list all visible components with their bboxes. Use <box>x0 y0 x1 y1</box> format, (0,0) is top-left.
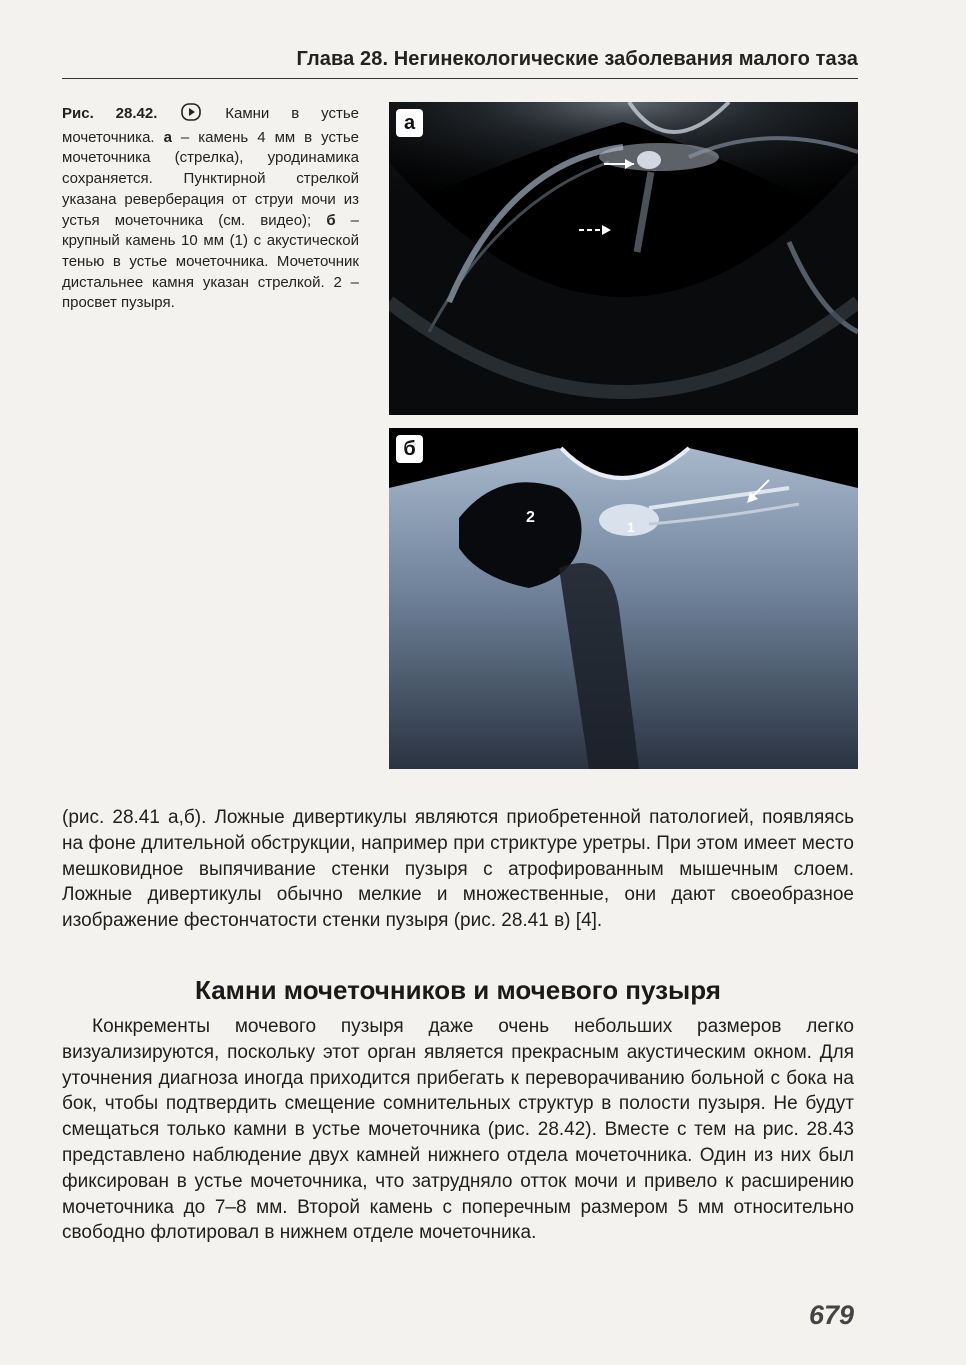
ultrasound-image-b <box>389 428 858 769</box>
paragraph-1: (рис. 28.41 а,б). Ложные дивертикулы являются приобретенной патологией, появляясь на фоне длительной обструкции, например при стриктуре уретры. При этом имеет место мешковидное выпячивание стенки пузыря с атрофированным мышечным слоем. Ложные дивертикулы обычно мелкие и множественные, они дают своеобразное изображение фестончатости стенки пузыря (рис. 28.41 в) [4]. <box>62 807 854 932</box>
figure-caption <box>62 103 359 314</box>
chapter-title: Глава 28. Негинекологические заболевания малого таза <box>296 48 858 70</box>
section-title: Камни мочеточников и мочевого пузыря <box>195 975 721 1005</box>
caption-intro: Камни в устье мочеточника. <box>62 105 359 146</box>
paragraph-2: Конкременты мочевого пузыря даже очень небольших размеров легко визуализируются, поскольку этот орган является прекрасным акустическим окном. Для уточнения диагноза иногда приходится прибегать к переворачиванию больной с бока на бок, чтобы подтвердить смещение сомнительных структур в полости пузыря. Не будут смещаться только камни в устье мочеточника (рис. 28.42). Вместе с тем на рис. 28.43 представлено наблюдение двух камней нижнего отдела мочеточника. Один из них был фиксирован в устье мочеточника, что затрудняло отток мочи и привело к расширению мочеточника до 7–8 мм. Второй камень с поперечным размером 5 мм относительно свободно флотировал в нижнем отделе мочеточника. <box>62 1016 854 1244</box>
panel-b-label: б <box>396 435 423 463</box>
caption-label-b: б <box>326 211 336 229</box>
marker-2-bladder-lumen: 2 <box>526 509 535 526</box>
ultrasound-panel-a <box>389 102 858 415</box>
caption-text-b: – крупный камень 10 мм (1) с акустической тенью в устье мочеточника. Мочеточник дистальнее камня указан стрелкой. 2 – просвет пузыря. <box>62 211 360 312</box>
panel-a-label: а <box>396 109 423 137</box>
running-header <box>62 40 858 79</box>
ultrasound-image-a <box>389 102 858 415</box>
page-number: 679 <box>808 1300 854 1330</box>
caption-text-a: – камень 4 мм в устье мочеточника (стрелка), уродинамика сохраняется. Пунктирной стрелкой указана реверберация от струи мочи из устья мочеточника (см. видео); <box>62 128 360 229</box>
ultrasound-panel-b <box>389 428 858 769</box>
caption-label-a: а <box>163 128 172 146</box>
marker-1-stone: 1 <box>627 519 635 535</box>
video-play-icon[interactable] <box>181 103 201 128</box>
figure-ref: Рис. 28.42. <box>62 105 158 122</box>
